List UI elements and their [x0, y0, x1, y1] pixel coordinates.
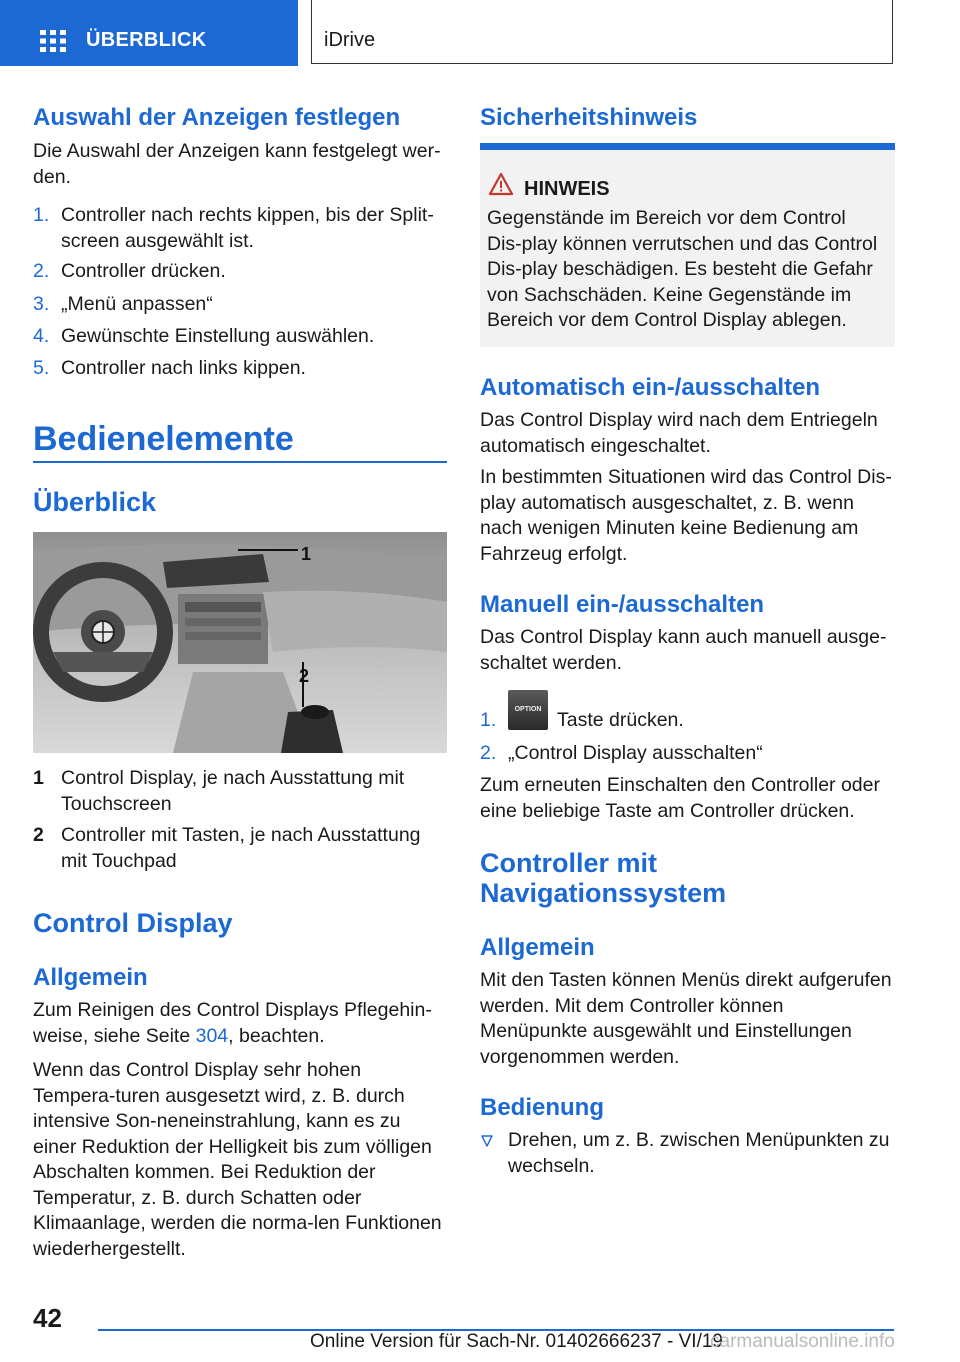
- heading-auswahl: Auswahl der Anzeigen festlegen: [33, 104, 401, 131]
- paragraph-auto-1: Das Control Display wird nach dem Entriegeln automatisch eingeschaltet.: [480, 409, 878, 457]
- list-item: [33, 324, 443, 350]
- cockpit-illustration: [33, 532, 447, 753]
- heading-bedienelemente: Bedienelemente: [33, 420, 294, 458]
- section-rule: [33, 461, 447, 463]
- page-number: 42: [33, 1303, 62, 1333]
- heading-bedienung: Bedienung: [480, 1094, 604, 1121]
- legend-text: Control Display, je nach Ausstattung mit Touchscreen: [61, 767, 405, 815]
- heading-controller-mit: Controller mit: [480, 848, 658, 878]
- step-number: 4.: [33, 325, 50, 347]
- notice-title: HINWEIS: [524, 178, 610, 200]
- tab-chapter[interactable]: [311, 0, 893, 64]
- paragraph-auto-2: In bestimmten Situationen wird das Control Dis‐play automatisch ausgeschaltet, z. B. wenn nach wenigen Minuten keine Bedienung am Fahrzeug erfolgt.: [480, 466, 892, 565]
- heading-automatisch: Automatisch ein-/ausschalten: [480, 374, 821, 401]
- cockpit-photo: [33, 532, 447, 753]
- legend-number: 2: [33, 824, 44, 846]
- paragraph-temperatur: Wenn das Control Display sehr hohen Tempera‐turen ausgesetzt wird, z. B. durch intensive Son‐neneinstrahlung, kann es zu einer Reduktion der Helligkeit bis zum völligen Abschalten kommen. Bei Reduktion der Temperatur, z. B. durch Schatten oder Klimaanlage, werden die norma‐len Funktionen wiederhergestellt.: [33, 1059, 442, 1260]
- notice-box: [480, 143, 895, 347]
- heading-control-display: Control Display: [33, 908, 233, 938]
- warning-icon: [488, 172, 514, 196]
- footer-text: Online Version für Sach-Nr. 01402666237 - VI/19: [310, 1331, 723, 1352]
- paragraph-allgemein-right: Mit den Tasten können Menüs direkt aufgerufen werden. Mit dem Controller können Menüpunkte ausgewählt und Einstellungen vorgenommen werden.: [480, 969, 892, 1068]
- legend-item: [33, 766, 443, 818]
- step-number: 5.: [33, 357, 50, 379]
- list-item: [33, 292, 443, 318]
- photo-label-1: 1: [301, 544, 312, 564]
- heading-navigationssystem: Navigationssystem: [480, 878, 727, 908]
- heading-allgemein-right: Allgemein: [480, 934, 595, 961]
- tab-chapter-label: iDrive: [324, 29, 376, 51]
- paragraph-reinigen: [33, 998, 438, 1049]
- paragraph-wiedereinschalten: Zum erneuten Einschalten den Controller oder eine beliebige Taste am Controller drücken.: [480, 774, 880, 822]
- step-text: Controller nach links kippen.: [61, 357, 306, 379]
- heading-allgemein: Allgemein: [33, 964, 148, 991]
- photo-label-2: 2: [299, 666, 310, 686]
- bullet-item: Drehen, um z. B. zwischen Menüpunkten zu wechseln.: [508, 1129, 890, 1177]
- step-text: „Control Display ausschalten“: [508, 742, 763, 764]
- legend-item: [33, 823, 443, 875]
- triangle-bullet-icon: [481, 1135, 493, 1147]
- heading-manuell: Manuell ein-/ausschalten: [480, 591, 765, 618]
- step-number: 1.: [33, 204, 50, 226]
- notice-body: Gegenstände im Bereich vor dem Control Dis‐play können verrutschen und das Control Dis‐play beschädigen. Es besteht die Gefahr von Sachschäden. Keine Gegenstände im Bereich vor dem Control Display ablegen.: [487, 207, 878, 331]
- page-link[interactable]: 304: [195, 1024, 229, 1047]
- step-number: 2.: [480, 742, 497, 764]
- step-text: Taste drücken.: [557, 709, 684, 731]
- step-text: Controller nach rechts kippen, bis der Split‐screen ausgewählt ist.: [61, 204, 434, 252]
- tab-overview[interactable]: [0, 0, 298, 66]
- step-number: 2.: [33, 260, 50, 282]
- heading-ueberblick: Überblick: [33, 487, 157, 517]
- legend-number: 1: [33, 767, 44, 789]
- legend-text: Controller mit Tasten, je nach Ausstattung mit Touchpad: [61, 824, 421, 872]
- grid-icon: [40, 30, 66, 52]
- paragraph-manuell: Das Control Display kann auch manuell ausge‐schaltet werden.: [480, 626, 887, 674]
- step-number: 3.: [33, 293, 50, 315]
- top-navigation: [0, 0, 960, 66]
- option-key-icon: OPTION: [508, 690, 548, 730]
- watermark: carmanualsonline.info: [710, 1331, 895, 1352]
- list-item: [33, 356, 443, 382]
- list-item: [33, 203, 443, 255]
- heading-sicherheitshinweis: Sicherheitshinweis: [480, 104, 698, 131]
- step-text: Gewünschte Einstellung auswählen.: [61, 325, 375, 347]
- tab-overview-label: ÜBERBLICK: [86, 29, 207, 51]
- paragraph-auswahl: Die Auswahl der Anzeigen kann festgelegt wer‐den.: [33, 140, 441, 188]
- step-text: Controller drücken.: [61, 260, 226, 282]
- list-item: [480, 741, 892, 767]
- step-text: „Menü anpassen“: [61, 293, 213, 315]
- paragraph-text: , beachten.: [228, 1024, 325, 1047]
- step-number: 1.: [480, 709, 497, 731]
- paragraph-text: Zum Reinigen des Control Displays Pflegehin‐weise, siehe Seite: [33, 999, 432, 1047]
- list-item: [33, 259, 443, 285]
